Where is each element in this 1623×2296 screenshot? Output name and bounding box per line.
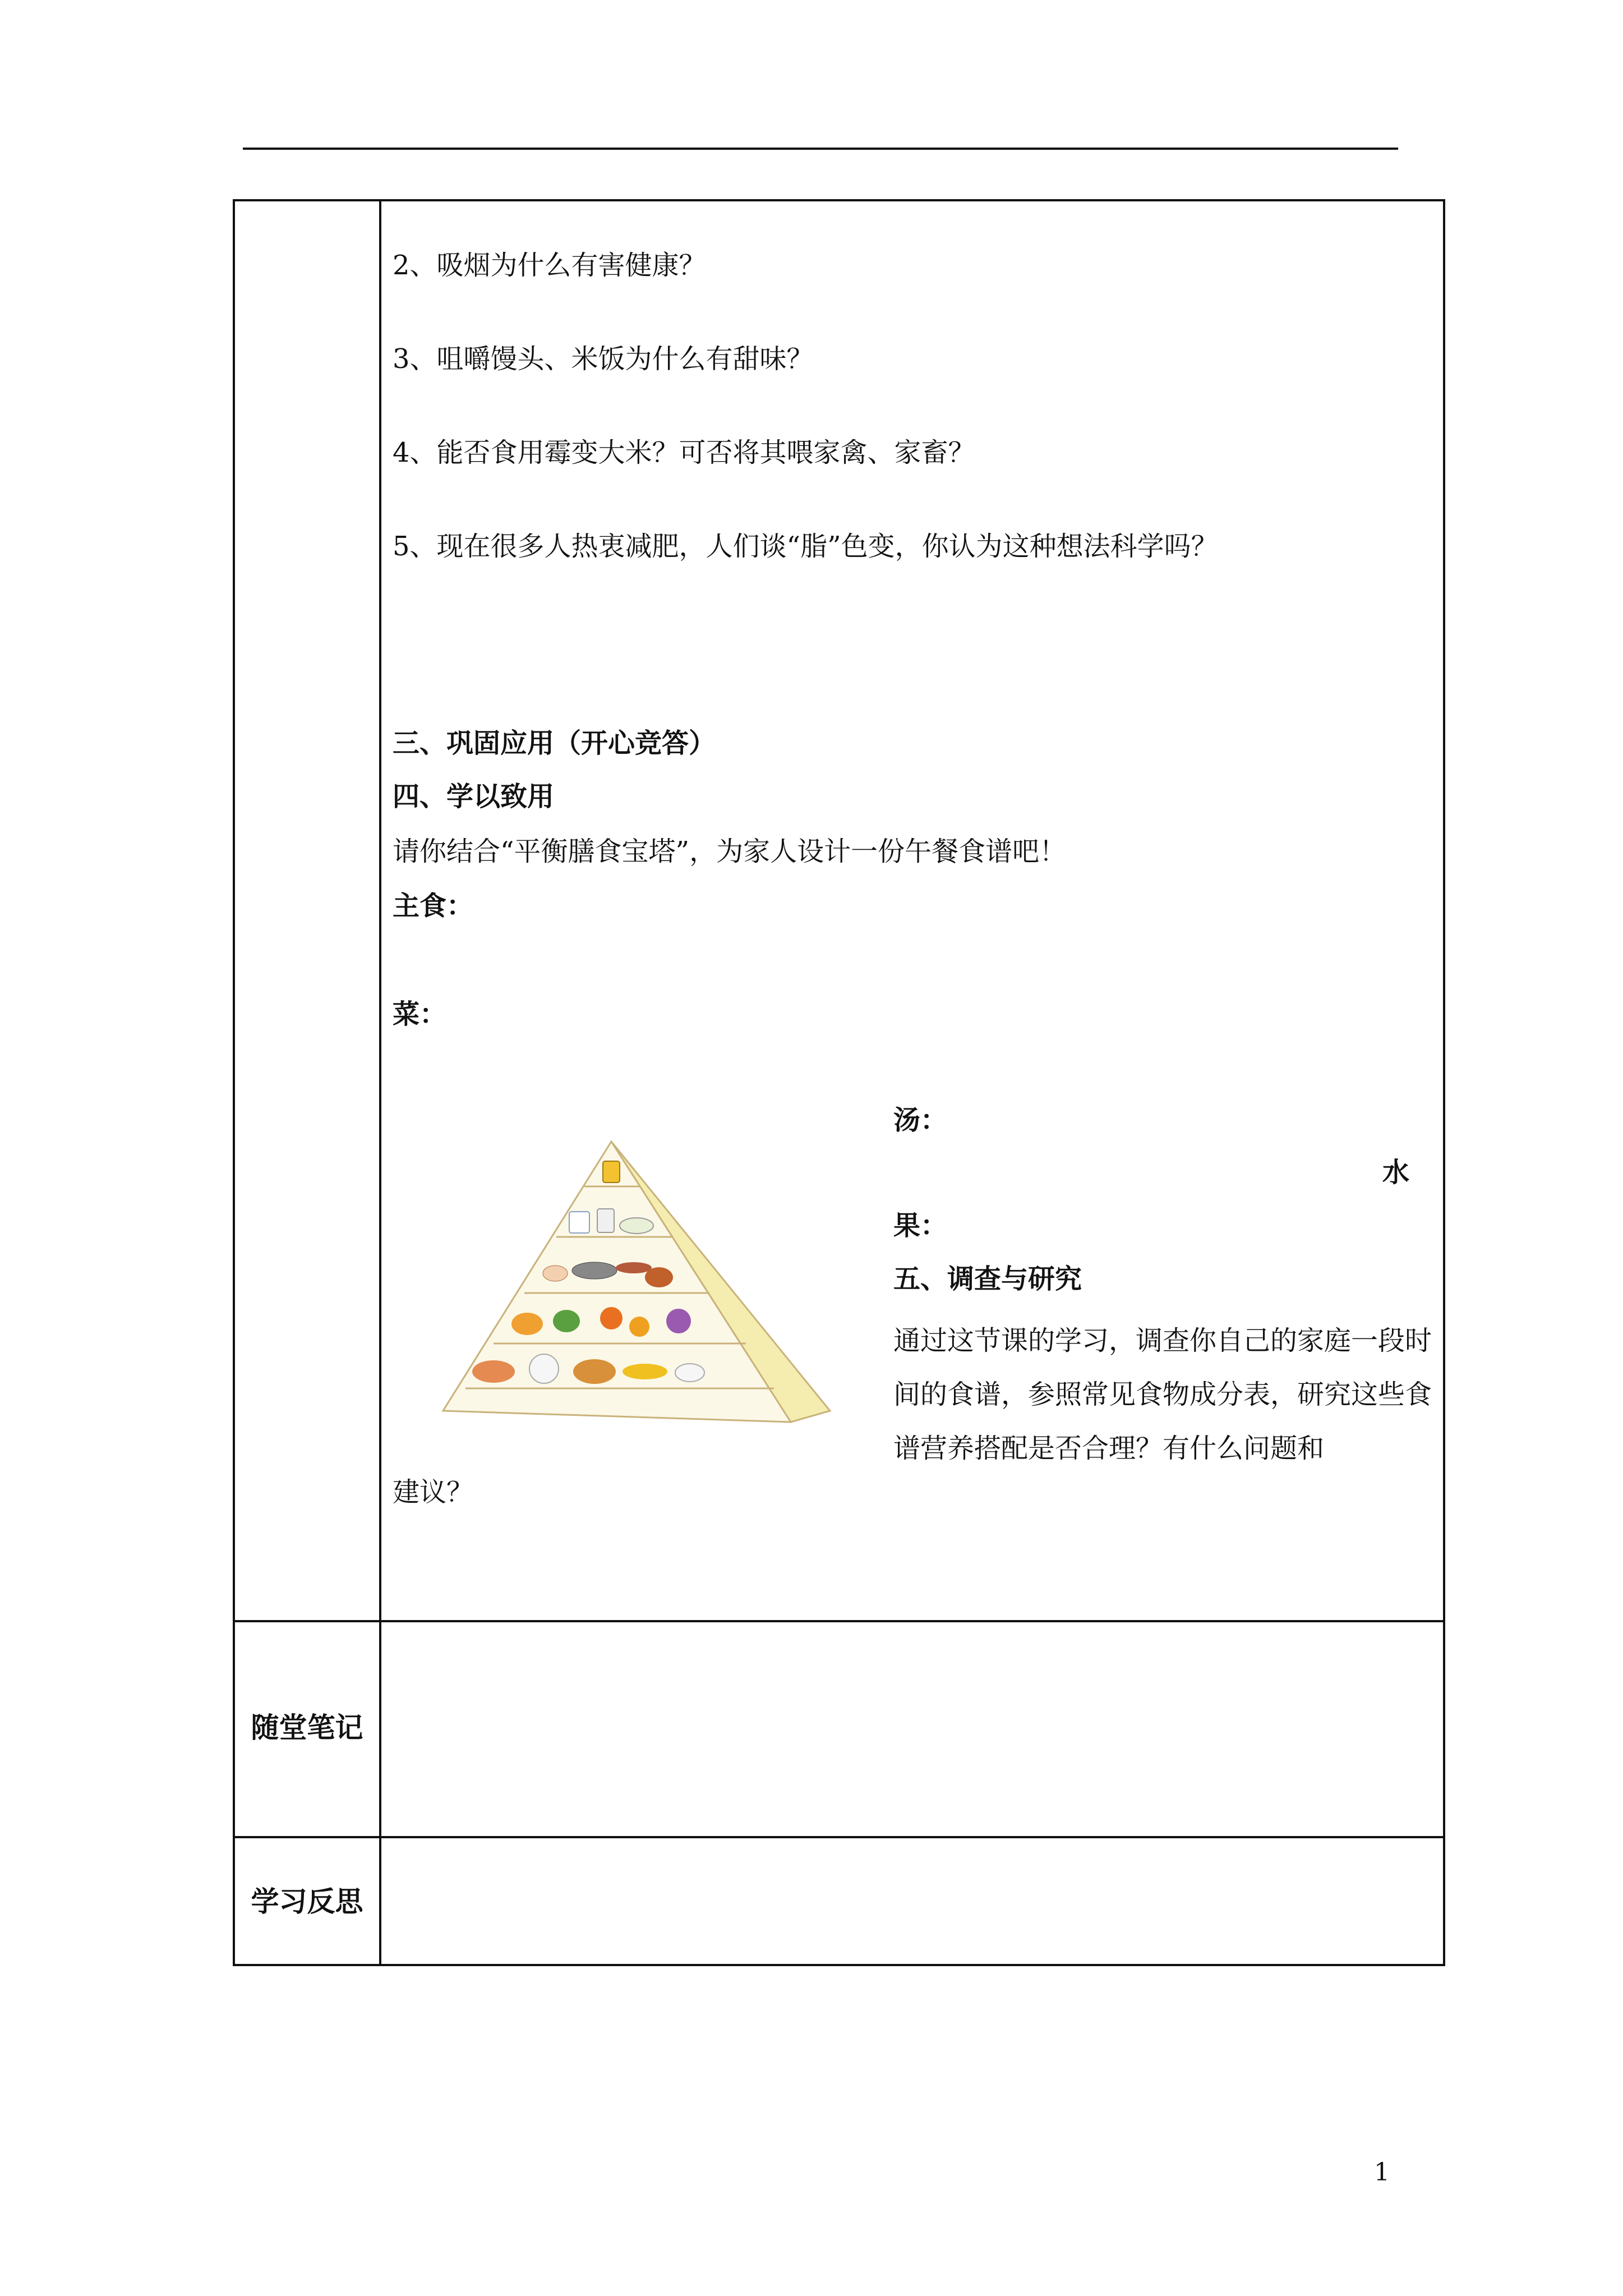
section-3-heading: 三、巩固应用（开心竞答） <box>393 728 716 759</box>
menu-dish-label: 菜： <box>393 999 447 1030</box>
row-label-notes: 随堂笔记 <box>251 1711 363 1744</box>
balanced-diet-pagoda-illustration <box>432 1130 836 1444</box>
row-label-reflection: 学习反思 <box>251 1885 363 1918</box>
menu-fruit-label-part1: 水 <box>1382 1157 1410 1188</box>
question-4: 4、能否食用霉变大米？可否将其喂家禽、家畜？ <box>393 437 975 468</box>
menu-fruit-label-part2: 果： <box>893 1210 948 1241</box>
section-4-instruction: 请你结合“平衡膳食宝塔”，为家人设计一份午餐食谱吧！ <box>393 836 1067 867</box>
table-row-divider-notes <box>233 1620 1445 1622</box>
section-5-text-tail: 建议？ <box>393 1476 474 1508</box>
menu-staple-label: 主食： <box>393 890 474 922</box>
tier-oils-icon <box>603 1161 620 1182</box>
section-4-heading: 四、学以致用 <box>393 781 555 812</box>
table-column-divider <box>379 199 381 1966</box>
section-5-heading: 五、调查与研究 <box>893 1263 1082 1295</box>
page-number: 1 <box>1374 2158 1390 2187</box>
header-rule <box>243 148 1398 150</box>
section-5-text: 通过这节课的学习，调查你自己的家庭一段时间的食谱，参照常见食物成分表，研究这些食谱营养搭配是否合理？有什么问题和 <box>893 1325 1432 1464</box>
question-3: 3、咀嚼馒头、米饭为什么有甜味？ <box>393 343 814 375</box>
table-row-divider-reflection <box>233 1836 1445 1838</box>
question-2: 2、吸烟为什么有害健康？ <box>393 250 706 281</box>
question-5: 5、现在很多人热衷减肥，人们谈“脂”色变，你认为这种想法科学吗？ <box>393 531 1218 562</box>
menu-soup-label: 汤： <box>893 1105 948 1136</box>
